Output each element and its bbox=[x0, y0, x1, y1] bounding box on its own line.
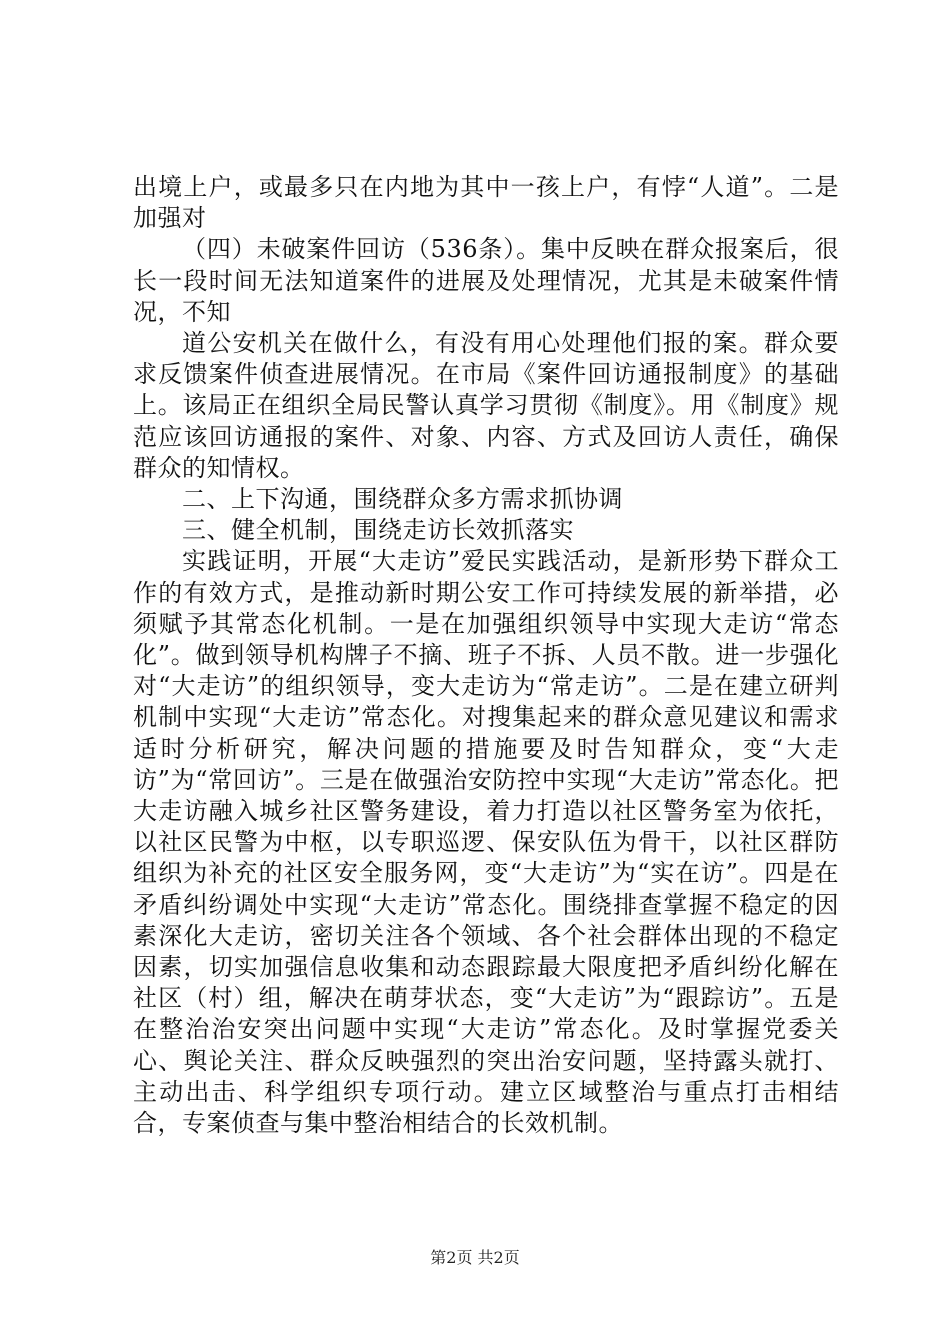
document-body bbox=[133, 172, 839, 1139]
paragraph: （四）未破案件回访（536条）。集中反映在群众报案后，很长一段时间无法知道案件的进展及处理情况，尤其是未破案件情况，不知 bbox=[133, 235, 839, 326]
paragraph: 道公安机关在做什么，有没有用心处理他们报的案。群众要求反馈案件侦查进展情况。在市局《案件回访通报制度》的基础上。该局正在组织全局民警认真学习贯彻《制度》。用《制度》规范应该回访通报的案件、对象、内容、方式及回访人责任，确保群众的知情权。 bbox=[133, 329, 839, 482]
paragraph: 实践证明，开展“大走访”爱民实践活动，是新形势下群众工作的有效方式，是推动新时期公安工作可持续发展的新举措，必须赋予其常态化机制。一是在加强组织领导中实现大走访“常态化”。做到领导机构牌子不摘、班子不拆、人员不散。进一步强化对“大走访”的组织领导，变大走访为“常走访”。二是在建立研判机制中实现“大走访”常态化。对搜集起来的群众意见建议和需求适时分析研究，解决问题的措施要及时告知群众，变“大走访”为“常回访”。三是在做强治安防控中实现“大走访”常态化。把大走访融入城乡社区警务建设，着力打造以社区警务室为依托，以社区民警为中枢，以专职巡逻、保安队伍为骨干，以社区群防组织为补充的社区安全服务网，变“大走访”为“实在访”。四是在矛盾纠纷调处中实现“大走访”常态化。围绕排查掌握不稳定的因素深化大走访，密切关注各个领域、各个社会群体出现的不稳定因素，切实加强信息收集和动态跟踪最大限度把矛盾纠纷化解在社区（村）组，解决在萌芽状态，变“大走访”为“跟踪访”。五是在整治治安突出问题中实现“大走访”常态化。及时掌握党委关心、舆论关注、群众反映强烈的突出治安问题，坚持露头就打、主动出击、科学组织专项行动。建立区域整治与重点打击相结合，专案侦查与集中整治相结合的长效机制。 bbox=[133, 547, 839, 1138]
section-heading: 二、上下沟通，围绕群众多方需求抓协调 bbox=[182, 485, 623, 514]
page-footer: 第2页 共2页 bbox=[430, 1248, 520, 1267]
paragraph: 出境上户，或最多只在内地为其中一孩上户，有悖“人道”。二是加强对 bbox=[133, 173, 839, 233]
section-heading: 三、健全机制，围绕走访长效抓落实 bbox=[182, 516, 574, 545]
